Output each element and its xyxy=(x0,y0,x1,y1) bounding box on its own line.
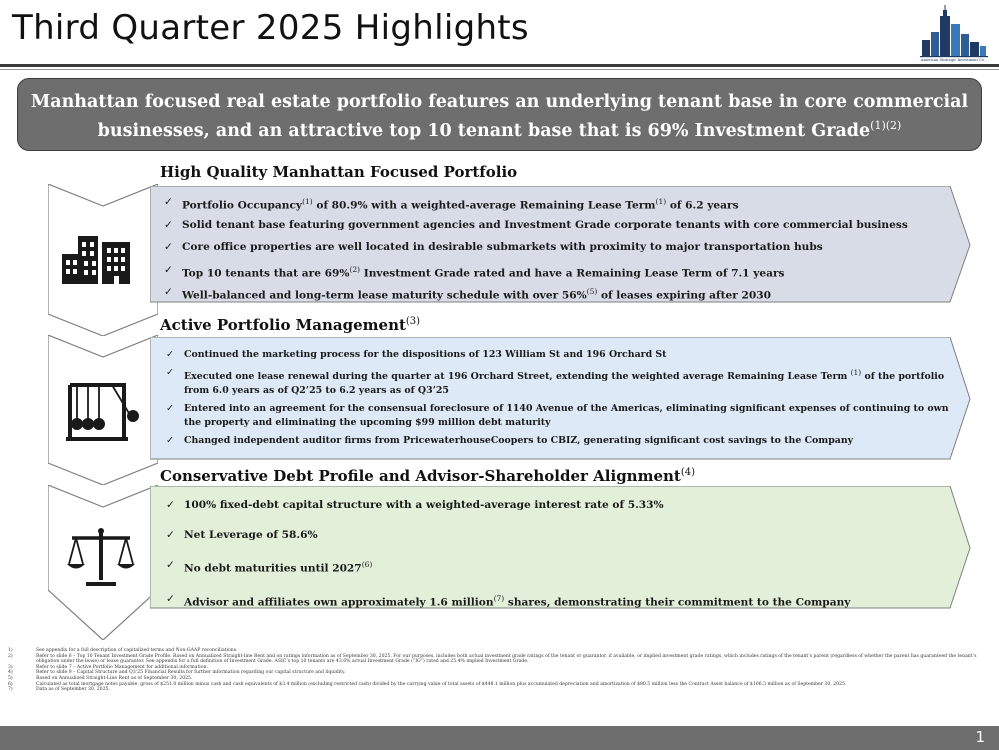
section-3-list xyxy=(166,498,926,609)
footnote: 5) Based on Annualized Straight-Line Rent as of September 30, 2025. xyxy=(8,675,193,681)
list-item: ✓ Advisor and affiliates own approximately 1.6 million$^{(7)}$ shares, demonstrating their commitment to the Company xyxy=(166,592,851,609)
list-item: ✓ 100% fixed-debt capital structure with a weighted-average interest rate of 5.33% xyxy=(166,499,664,511)
list-item: ✓ Continued the marketing process for the dispositions of 123 William St and 196 Orchard St xyxy=(166,349,667,360)
list-item: ✓ No debt maturities until 2027$^{(6)}$ xyxy=(166,559,373,575)
banner-line-1: Manhattan focused real estate portfolio features an underlying tenant base in core commercial xyxy=(30,92,969,112)
header-rule-thin xyxy=(0,69,999,70)
section-title-portfolio: High Quality Manhattan Focused Portfolio xyxy=(160,163,518,181)
section-2-list xyxy=(166,348,956,452)
footnote: 6) Calculated as total mortgage notes payable, gross of $251.0 million minus cash and cash equivalents of $3.4 million (excluding restricted cash) divided by the carrying value of total assets of $448.1 million plus accumulated depreciation and amortization of $80.5 million less the Contract Asset balance of $106.3 million as of September 30, 2025. xyxy=(8,681,847,687)
page-title: Third Quarter 2025 Highlights xyxy=(12,8,529,48)
footnote: 1) See appendix for a full description of capitalized terms and Non-GAAP reconciliations. xyxy=(8,648,238,653)
list-item: ✓ Net Leverage of 58.6% xyxy=(166,529,318,541)
balance-scale-icon xyxy=(66,528,136,588)
buildings-icon xyxy=(62,234,134,286)
list-item: ✓ Well-balanced and long-term lease maturity schedule with over 56%$^{(5)}$ of leases expiring after 2030 xyxy=(164,286,771,302)
list-item: ✓ Top 10 tenants that are 69%$^{(2)}$ Investment Grade rated and have a Remaining Lease Term of 7.1 years xyxy=(164,263,785,280)
section-title-debt-profile: Conservative Debt Profile and Advisor-Shareholder Alignment$^{(4)}$ xyxy=(160,467,696,485)
footnote: 4) Refer to slide 9 – Capital Structure and Q3’25 Financial Results for further information regarding our capital structure and liquidity. xyxy=(8,670,346,676)
banner-line-2: businesses, and an attractive top 10 tenant base that is 69% Investment Grade$^{(1)(2)}$ xyxy=(97,119,902,141)
list-item: ✓ Solid tenant base featuring government agencies and Investment Grade corporate tenants with core commercial business xyxy=(164,218,908,231)
page-number: 1 xyxy=(975,728,985,746)
footnote: 7) Data as of September 30, 2025. xyxy=(8,687,110,693)
footnote: 3) Refer to slide 7 – Active Portfolio Management for additional information. xyxy=(8,664,208,670)
list-item: ✓ Portfolio Occupancy$^{(1)}$ of 80.9% with a weighted-average Remaining Lease Term$^{(1)}$ of 6.2 years xyxy=(164,196,739,212)
list-item: ✓ Changed independent auditor firms from PricewaterhouseCoopers to CBIZ, generating significant cost savings to the Company xyxy=(166,435,854,447)
list-item: ✓ Executed one lease renewal during the quarter at 196 Orchard Street, extending the weighted average Remaining Lease Term $^{(1)}$ of the portfolio from 6.0 years as of Q2’25 to 6.2 years as of Q3’25 xyxy=(166,367,945,397)
footnote: 2) Refer to slide 6 – Top 10 Tenant Investment Grade Profile. Based on Annualized Straight-line Rent and on ratings information as of September 30, 2025. For our purposes, includes both actual investment grade ratings of the tenant or guarantor, if available, or implied investment grade ratings, which includes ratings of the tenant’s parent (regardless of whether the parent has guaranteed the tenant’s obligation under the lease) or lease guarantor. See appendix for a full definition of Investment Grade. ASIC’s top 10 tenants are 43.6% actual Investment Grade (“IG”) rated and 25.4% implied Investment Grade. xyxy=(8,653,977,665)
header-rule xyxy=(0,64,999,67)
footer-bar xyxy=(0,726,999,750)
company-logo xyxy=(916,4,990,64)
summary-banner xyxy=(17,78,982,151)
section-1-list xyxy=(164,195,954,308)
footnotes xyxy=(8,648,993,693)
section-title-portfolio-management: Active Portfolio Management$^{(3)}$ xyxy=(160,316,421,334)
logo-caption: American Strategic Investment Co. xyxy=(920,58,986,62)
skyline-logo-icon xyxy=(916,4,990,64)
list-item: ✓ Core office properties are well located in desirable submarkets with proximity to major transportation hubs xyxy=(164,241,823,253)
newtons-cradle-icon xyxy=(64,381,144,441)
list-item: ✓ Entered into an agreement for the consensual foreclosure of 1140 Avenue of the Americas, eliminating significant expenses of continuing to own the property and eliminating the upcoming $99 million debt maturity xyxy=(166,403,949,429)
